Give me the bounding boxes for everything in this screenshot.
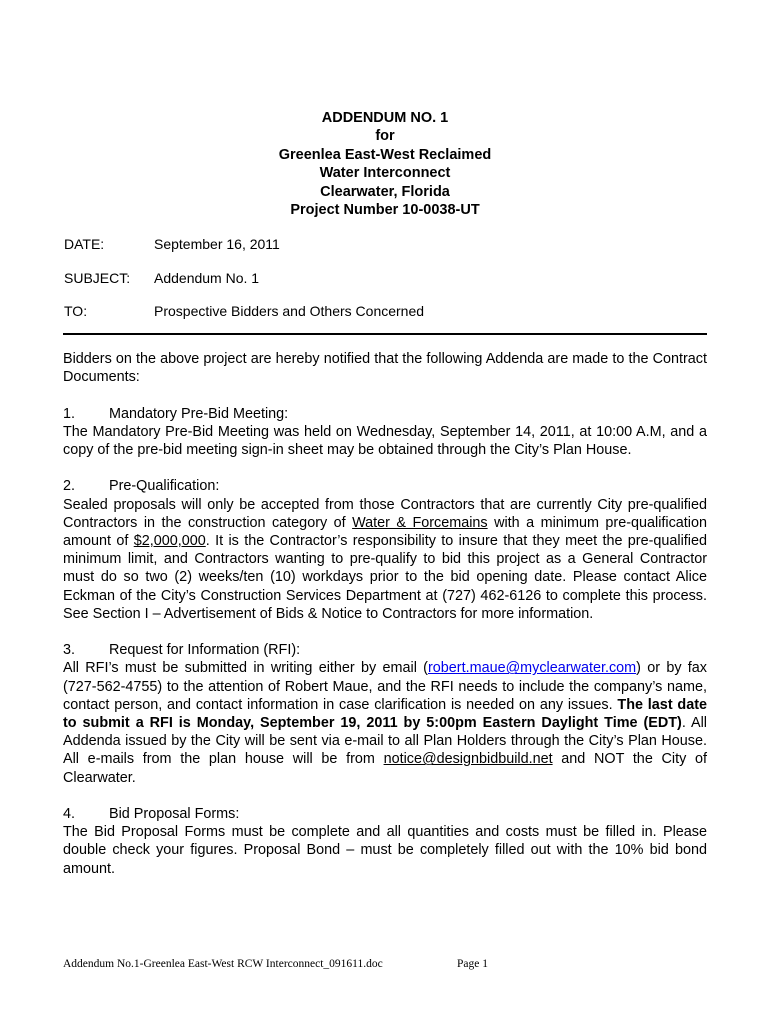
item-2-number: 2.: [63, 478, 76, 495]
notice-email: notice@designbidbuild.net: [383, 751, 553, 768]
item-2-title: Pre-Qualification:: [109, 478, 220, 495]
email-link[interactable]: robert.maue@myclearwater.com: [427, 660, 637, 677]
item-3-text-c: . All Addenda issued by the City will be sent via e-mail to all Plan Holders through the City’s Plan House. All e-mails from the plan house will be from: [63, 715, 707, 768]
subject-value: Addendum No. 1: [154, 270, 260, 286]
item-1-text: The Mandatory Pre-Bid Meeting was held on Wednesday, September 14, 2011, at 10:00 A.M, and a copy of the pre-bid meeting sign-in sheet may be obtained through the City’s Plan House.: [63, 423, 707, 458]
item-2-text: [63, 496, 707, 623]
footer-page-number: Page 1: [457, 958, 488, 970]
item-4-number: 4.: [63, 806, 76, 823]
item-1-heading: [63, 405, 707, 423]
date-label: DATE:: [64, 236, 105, 252]
item-3-title: Request for Information (RFI):: [109, 642, 301, 659]
to-label: TO:: [64, 303, 88, 319]
amount-text: $2,000,000: [133, 533, 206, 549]
to-value: Prospective Bidders and Others Concerned: [154, 303, 425, 319]
item-2-text-b: with a minimum pre-qualification amount of: [63, 514, 707, 549]
intro-paragraph: Bidders on the above project are hereby notified that the following Addenda are made to the Contract Documents:: [63, 351, 707, 386]
title-line-3: Greenlea East-West Reclaimed: [278, 146, 492, 163]
item-3-text-b: ) or by fax (727-562-4755) to the attention of Robert Maue, and the RFI needs to include the company’s name, contact person, and contact information in case clarification is needed on any issues.: [63, 660, 708, 713]
item-3-number: 3.: [63, 642, 76, 659]
divider-rule: [63, 333, 707, 335]
item-4-text: The Bid Proposal Forms must be complete and all quantities and costs must be filled in. Please double check your figures. Proposal Bond – must be completely filled out with the 10% bid bond amount.: [63, 824, 707, 877]
document-title: [0, 109, 770, 219]
item-3-text-a: All RFI’s must be submitted in writing either by email (: [63, 660, 428, 677]
title-line-2: for: [375, 128, 395, 145]
item-4-title: Bid Proposal Forms:: [109, 806, 240, 823]
title-line-5: Clearwater, Florida: [320, 183, 450, 200]
subject-label: SUBJECT:: [64, 270, 131, 286]
title-line-1: ADDENDUM NO. 1: [321, 110, 449, 126]
date-value: September 16, 2011: [154, 236, 280, 252]
title-line-4: Water Interconnect: [319, 165, 451, 182]
item-1-number: 1.: [63, 405, 76, 422]
category-text: Water & Forcemains: [352, 514, 488, 531]
item-2-text-c: . It is the Contractor’s responsibility to insure that they meet the pre-qualified minimum limit, and Contractors wanting to pre-qualify to bid this project as a General Contractor must do so two (2) weeks/ten (10) workdays prior to the bid opening date. Please contact Alice Eckman of the City’s Construction Services Department at (727) 462-6126 to complete this process. See Section I – Advertisement of Bids & Notice to Contractors for more information.: [63, 533, 708, 622]
deadline-text: The last date to submit a RFI is Monday, September 19, 2011 by 5:00pm Eastern Daylight Time (EDT): [63, 696, 707, 732]
item-1-title: Mandatory Pre-Bid Meeting:: [109, 405, 289, 422]
footer-filename: Addendum No.1-Greenlea East-West RCW Interconnect_091611.doc: [63, 958, 383, 970]
item-3-heading: [63, 641, 707, 659]
item-2-text-a: Sealed proposals will only be accepted from those Contractors that are currently City pre-qualified Contractors in the construction category of: [63, 496, 707, 531]
item-4-heading: [63, 805, 707, 823]
item-2-heading: [63, 477, 707, 495]
item-3-text: [63, 659, 707, 786]
title-line-6: Project Number 10-0038-UT: [290, 202, 480, 219]
item-3-text-d: and NOT the City of Clearwater.: [63, 751, 707, 786]
document-body: [63, 350, 707, 878]
